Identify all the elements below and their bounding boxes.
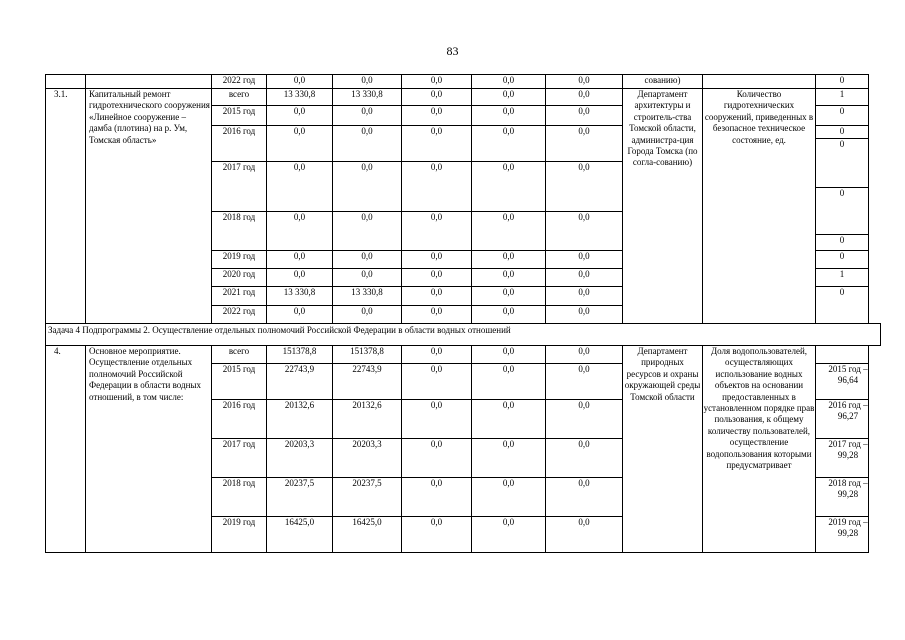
value-cell: 0,0 [401,125,472,162]
value-cell: 0,0 [471,438,546,478]
indicator-value-cell: 2017 год – 99,28 [815,438,869,478]
year-cell: 2015 год [211,105,267,126]
value-cell: 0,0 [471,211,546,251]
continued-name-cell [85,74,212,89]
value-cell: 0,0 [545,399,623,439]
item-number: 4. [45,345,86,553]
value-cell: 0,0 [471,105,546,126]
value-cell: 0,0 [471,399,546,439]
value-cell: 0,0 [332,105,402,126]
year-cell: 2017 год [211,161,267,212]
value-cell: 13 330,8 [266,286,333,306]
value-cell: 0,0 [545,161,623,212]
value-cell: 0,0 [545,363,623,400]
executor-cell: сованию) [622,74,703,89]
year-cell: 2018 год [211,211,267,251]
value-cell: 151378,8 [332,345,402,364]
value-cell: 0,0 [545,250,623,269]
value-cell: 13 330,8 [332,88,402,106]
value-cell: 0,0 [545,477,623,517]
value-cell: 0,0 [401,161,472,212]
indicator-value-cell: 0 [815,74,869,89]
value-cell: 0,0 [545,516,623,553]
indicator-value-cell: 1 [815,88,869,106]
value-cell: 0,0 [471,363,546,400]
value-cell: 0,0 [266,105,333,126]
value-cell: 20132,6 [266,399,333,439]
value-cell: 0,0 [471,286,546,306]
value-cell: 0,0 [266,250,333,269]
value-cell: 0,0 [266,74,333,89]
item-name: Капитальный ремонт гидротехнического сооружения «Линейное сооружение – дамба (плотина) на р. Ум, Томская область» [85,88,212,324]
indicator-value-cell: 0 [815,105,869,126]
value-cell: 0,0 [401,286,472,306]
value-cell: 0,0 [332,161,402,212]
value-cell: 0,0 [471,161,546,212]
value-cell: 0,0 [545,286,623,306]
value-cell: 0,0 [332,125,402,162]
value-cell: 0,0 [545,88,623,106]
value-cell: 0,0 [471,268,546,287]
year-cell: 2022 год [211,74,267,89]
indicator-cell: Доля водопользователей, осуществляющих использование водных объектов на основании предоставленных в установленном порядке прав пользования, к общему количеству пользователей, осуществление водопользования которыми предусматривает [702,345,816,553]
value-cell: 0,0 [471,345,546,364]
year-cell: всего [211,88,267,106]
indicator-value-cell: 2016 год – 96,27 [815,399,869,439]
value-cell: 0,0 [401,438,472,478]
value-cell: 0,0 [266,268,333,287]
value-cell: 22743,9 [266,363,333,400]
page-number: 83 [446,44,459,58]
indicator-value-cell [815,345,869,364]
year-cell: 2015 год [211,363,267,400]
indicator-value-cell: 0 [815,286,869,324]
value-cell: 0,0 [471,88,546,106]
value-cell: 0,0 [401,345,472,364]
value-cell: 0,0 [401,477,472,517]
indicator-value-cell: 0 [815,138,869,188]
value-cell: 0,0 [332,211,402,251]
year-cell: 2021 год [211,286,267,306]
value-cell: 0,0 [471,250,546,269]
value-cell: 22743,9 [332,363,402,400]
value-cell: 0,0 [266,305,333,324]
executor-cell: Департамент природных ресурсов и охраны окружающей среды Томской области [622,345,703,553]
indicator-value-cell: 0 [815,125,869,139]
value-cell: 0,0 [266,161,333,212]
value-cell: 20237,5 [332,477,402,517]
task-heading: Задача 4 Подпрограммы 2. Осуществление отдельных полномочий Российской Федерации в области водных отношений [45,323,881,346]
indicator-cell: Количество гидротехнических сооружений, приведенных в безопасное техническое состояние, ед. [702,88,816,324]
value-cell: 0,0 [401,363,472,400]
value-cell: 0,0 [332,268,402,287]
value-cell: 0,0 [545,211,623,251]
value-cell: 0,0 [332,305,402,324]
year-cell: 2018 год [211,477,267,517]
indicator-value-cell: 2019 год – 99,28 [815,516,869,553]
value-cell: 20203,3 [332,438,402,478]
value-cell: 13 330,8 [332,286,402,306]
value-cell: 0,0 [545,125,623,162]
year-cell: 2020 год [211,268,267,287]
value-cell: 0,0 [401,399,472,439]
indicator-value-cell: 0 [815,250,869,269]
value-cell: 0,0 [471,74,546,89]
value-cell: 13 330,8 [266,88,333,106]
value-cell: 0,0 [332,250,402,269]
value-cell: 0,0 [471,125,546,162]
value-cell: 0,0 [545,268,623,287]
indicator-value-cell: 1 [815,268,869,287]
value-cell: 0,0 [545,305,623,324]
value-cell: 0,0 [401,211,472,251]
value-cell: 0,0 [266,211,333,251]
year-cell: 2022 год [211,305,267,324]
indicator-value-cell: 2018 год – 99,28 [815,477,869,517]
value-cell: 0,0 [401,305,472,324]
value-cell: 0,0 [401,250,472,269]
value-cell: 0,0 [401,74,472,89]
year-cell: 2019 год [211,516,267,553]
value-cell: 0,0 [401,88,472,106]
value-cell: 0,0 [471,305,546,324]
year-cell: 2019 год [211,250,267,269]
year-cell: 2016 год [211,125,267,162]
item-number: 3.1. [45,88,86,324]
value-cell: 151378,8 [266,345,333,364]
value-cell: 0,0 [545,105,623,126]
year-cell: всего [211,345,267,364]
indicator-value-cell: 0 [815,187,869,235]
value-cell: 0,0 [332,74,402,89]
continued-number-cell [45,74,86,89]
indicator-value-cell: 0 [815,234,869,251]
value-cell: 0,0 [545,438,623,478]
value-cell: 16425,0 [266,516,333,553]
value-cell: 0,0 [401,105,472,126]
value-cell: 20132,6 [332,399,402,439]
value-cell: 20237,5 [266,477,333,517]
value-cell: 0,0 [266,125,333,162]
value-cell: 0,0 [401,268,472,287]
value-cell: 16425,0 [332,516,402,553]
executor-cell: Департамент архитектуры и строитель-ства Томской области, администра-ция Города Томска (по согла-сованию) [622,88,703,324]
value-cell: 20203,3 [266,438,333,478]
value-cell: 0,0 [545,345,623,364]
year-cell: 2016 год [211,399,267,439]
value-cell: 0,0 [401,516,472,553]
indicator-cell [702,74,816,89]
value-cell: 0,0 [471,477,546,517]
item-name: Основное мероприятие. Осуществление отдельных полномочий Российской Федерации в области водных отношений, в том числе: [85,345,212,553]
year-cell: 2017 год [211,438,267,478]
indicator-value-cell: 2015 год – 96,64 [815,363,869,400]
value-cell: 0,0 [545,74,623,89]
value-cell: 0,0 [471,516,546,553]
